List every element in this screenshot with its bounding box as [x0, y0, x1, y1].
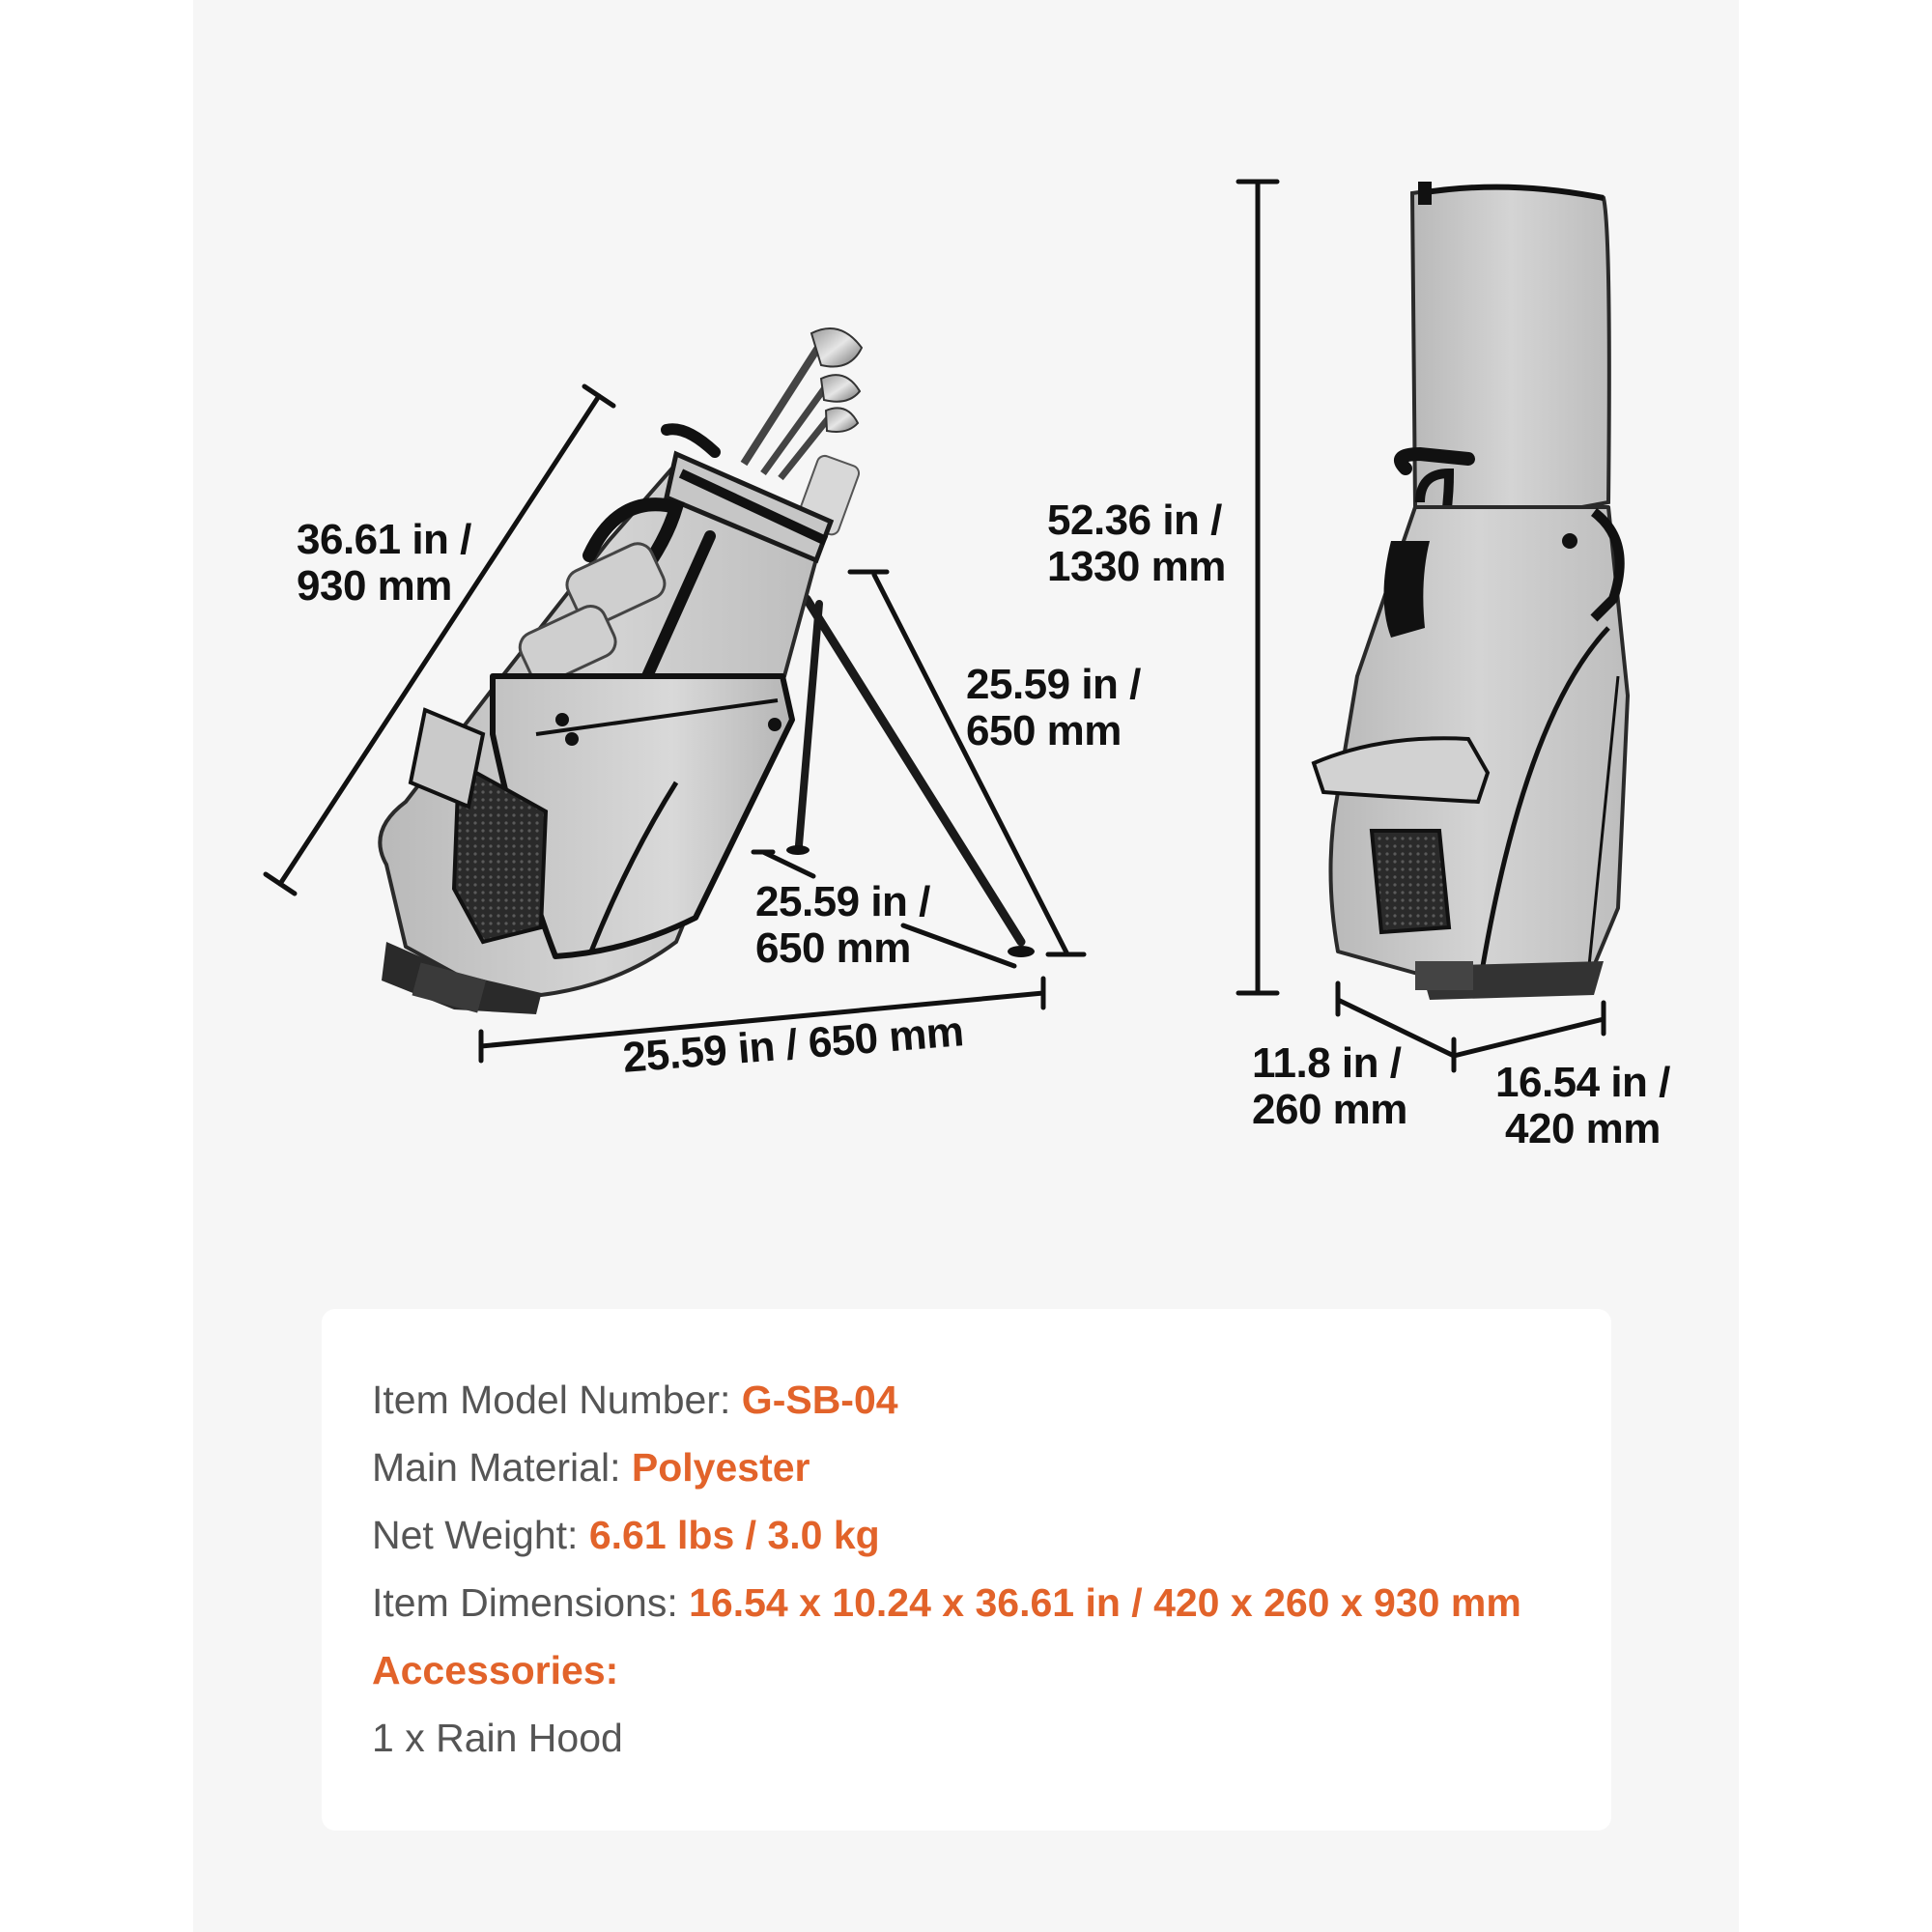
spec-model-value: G-SB-04 — [741, 1378, 898, 1422]
spec-dimensions-label: Item Dimensions: — [372, 1580, 690, 1625]
spec-material-label: Main Material: — [372, 1445, 632, 1490]
spec-model-row — [372, 1377, 898, 1423]
spec-dimensions-value: 16.54 x 10.24 x 36.61 in / 420 x 260 x 930 mm — [689, 1580, 1521, 1625]
rain-hood — [1412, 187, 1609, 512]
spec-weight-value: 6.61 lbs / 3.0 kg — [588, 1513, 880, 1557]
spec-weight-row — [372, 1512, 880, 1558]
base-width-label: 25.59 in / 650 mm — [620, 1008, 966, 1082]
spec-material-row — [372, 1444, 810, 1491]
width-label: 16.54 in / 420 mm — [1495, 1059, 1670, 1152]
spec-material-value: Polyester — [631, 1445, 810, 1490]
width-dimension-line — [1454, 1003, 1604, 1056]
spec-model-label: Item Model Number: — [372, 1378, 742, 1422]
spec-card — [322, 1309, 1611, 1831]
upright-bag-illustration — [1314, 182, 1628, 1000]
leg-length-label: 25.59 in / 650 mm — [966, 661, 1141, 754]
accessories-item: 1 x Rain Hood — [372, 1716, 623, 1760]
upright-bag-body — [1331, 507, 1629, 976]
bag-length-label: 36.61 in / 930 mm — [297, 516, 471, 610]
accessories-heading: Accessories: — [372, 1648, 619, 1692]
depth-label: 11.8 in / 260 mm — [1252, 1039, 1407, 1133]
stand-bag-illustration — [380, 328, 1035, 1014]
mesh-pocket-right — [1372, 831, 1449, 932]
total-height-label: 52.36 in / 1330 mm — [1047, 497, 1226, 590]
spec-dimensions-row — [372, 1579, 1521, 1626]
leg-spread-label: 25.59 in / 650 mm — [755, 878, 930, 972]
total-height-dimension-line — [1238, 182, 1277, 993]
spec-weight-label: Net Weight: — [372, 1513, 589, 1557]
